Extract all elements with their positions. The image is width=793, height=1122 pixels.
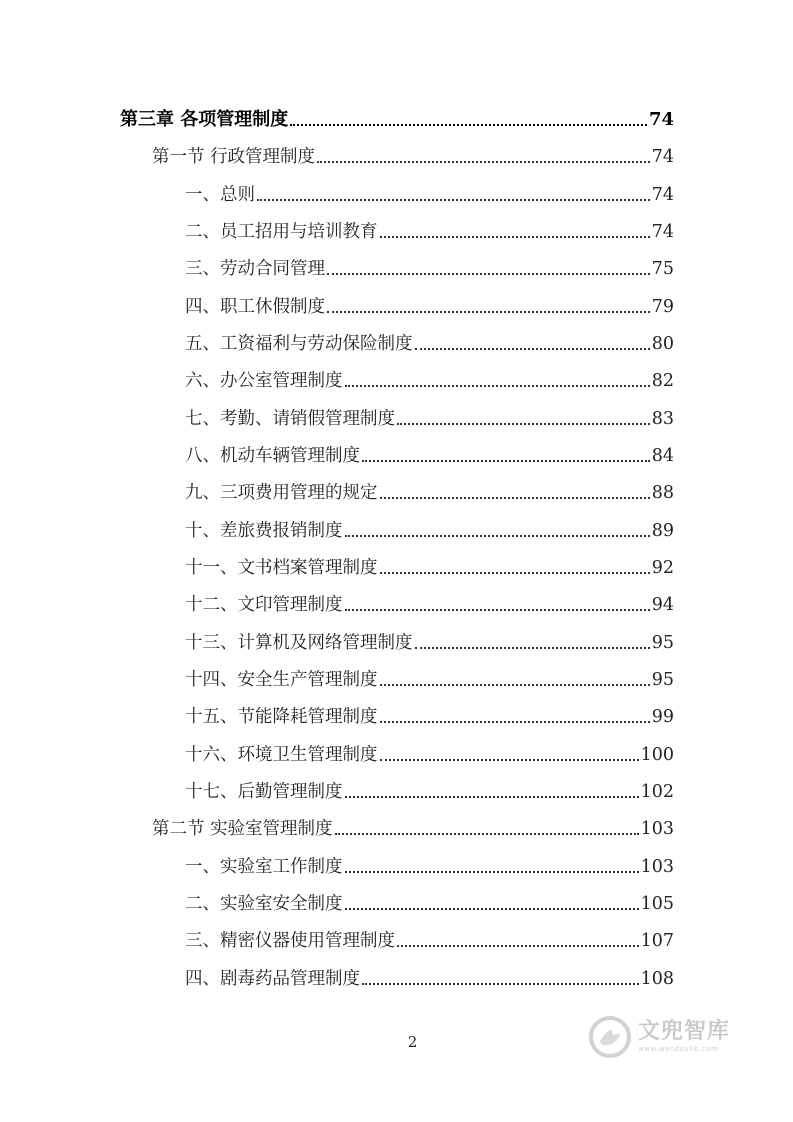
toc-item[interactable] [185, 293, 674, 321]
dot-leader [345, 796, 639, 798]
dot-leader [397, 423, 650, 425]
toc-page: 74 [651, 185, 674, 205]
toc-page: 80 [651, 334, 674, 354]
toc-page: 74 [648, 109, 674, 130]
toc-page: 99 [651, 707, 674, 727]
toc-item[interactable] [185, 442, 674, 470]
toc-label: 十三、计算机及网络管理制度 [185, 633, 413, 653]
toc-item[interactable] [185, 629, 674, 657]
toc-page: 83 [651, 409, 674, 429]
toc-label: 二、员工招用与培训教育 [185, 222, 378, 242]
toc-page: 92 [651, 558, 674, 578]
toc-item[interactable] [185, 927, 674, 955]
toc-label: 一、实验室工作制度 [185, 857, 343, 877]
toc-label: 八、机动车辆管理制度 [185, 446, 360, 466]
dot-leader [380, 497, 650, 499]
toc-page: 79 [651, 297, 674, 317]
dot-leader [380, 721, 650, 723]
dot-leader [257, 199, 650, 201]
toc-item[interactable] [185, 703, 674, 731]
toc-label: 五、工资福利与劳动保险制度 [185, 334, 413, 354]
dot-leader [362, 983, 639, 985]
toc-label: 三、精密仪器使用管理制度 [185, 931, 395, 951]
toc-label: 十一、文书档案管理制度 [185, 558, 378, 578]
toc-page: 74 [651, 147, 674, 167]
toc-label: 十五、节能降耗管理制度 [185, 707, 378, 727]
toc-item[interactable] [185, 255, 674, 283]
toc-label: 第一节 行政管理制度 [152, 147, 316, 167]
dot-leader [345, 385, 650, 387]
toc-page: 74 [651, 222, 674, 242]
dot-leader [415, 348, 650, 350]
toc-page: 95 [651, 670, 674, 690]
toc-item[interactable] [185, 181, 674, 209]
dot-leader [345, 871, 639, 873]
toc-item[interactable] [185, 778, 674, 806]
toc-chapter[interactable] [120, 106, 674, 134]
toc-item[interactable] [185, 218, 674, 246]
toc-item[interactable] [185, 666, 674, 694]
toc-page: 100 [640, 745, 674, 765]
toc-page: 95 [651, 633, 674, 653]
dot-leader [290, 124, 647, 126]
toc-item[interactable] [185, 853, 674, 881]
dot-leader [335, 833, 639, 835]
toc-item[interactable] [185, 591, 674, 619]
toc-item[interactable] [185, 479, 674, 507]
toc-page: 105 [640, 894, 674, 914]
dot-leader [415, 647, 650, 649]
toc-item[interactable] [185, 890, 674, 918]
toc-label: 十二、文印管理制度 [185, 595, 343, 615]
dot-leader [317, 161, 650, 163]
toc-page: 108 [640, 969, 674, 989]
toc-page: 89 [651, 521, 674, 541]
toc-item[interactable] [185, 965, 674, 993]
dot-leader [380, 572, 650, 574]
watermark-title: 文兜智库 [638, 1019, 731, 1044]
dot-leader [380, 684, 650, 686]
toc-section[interactable] [152, 143, 674, 171]
toc-page: 82 [651, 371, 674, 391]
watermark-icon [588, 1015, 632, 1059]
toc-page: 103 [640, 857, 674, 877]
toc-label: 第三章 各项管理制度 [120, 109, 289, 130]
toc-label: 四、职工休假制度 [185, 297, 325, 317]
toc-label: 十六、环境卫生管理制度 [185, 745, 378, 765]
toc-label: 九、三项费用管理的规定 [185, 483, 378, 503]
dot-leader [327, 273, 650, 275]
toc-label: 第二节 实验室管理制度 [152, 819, 333, 839]
dot-leader [345, 908, 639, 910]
toc-label: 六、办公室管理制度 [185, 371, 343, 391]
dot-leader [397, 945, 639, 947]
toc-item[interactable] [185, 405, 674, 433]
toc-label: 二、实验室安全制度 [185, 894, 343, 914]
toc-label: 十四、安全生产管理制度 [185, 670, 378, 690]
watermark-url: www.wendoulib.com [638, 1045, 719, 1053]
toc-page: 84 [651, 446, 674, 466]
toc-page: 107 [640, 931, 674, 951]
dot-leader [327, 311, 650, 313]
dot-leader [380, 236, 650, 238]
toc-item[interactable] [185, 367, 674, 395]
toc-page: 94 [651, 595, 674, 615]
toc-label: 三、劳动合同管理 [185, 259, 325, 279]
toc-item[interactable] [185, 554, 674, 582]
dot-leader [362, 460, 650, 462]
toc-label: 十七、后勤管理制度 [185, 782, 343, 802]
toc-page: 88 [651, 483, 674, 503]
toc-page: 102 [640, 782, 674, 802]
toc-label: 一、总则 [185, 185, 255, 205]
page-number: 2 [407, 1033, 418, 1051]
dot-leader [345, 609, 650, 611]
toc-item[interactable] [185, 741, 674, 769]
toc-section[interactable] [152, 815, 674, 843]
dot-leader [380, 759, 639, 761]
toc-item[interactable] [185, 517, 674, 545]
toc-label: 七、考勤、请销假管理制度 [185, 409, 395, 429]
dot-leader [345, 535, 650, 537]
toc-page: 103 [640, 819, 674, 839]
toc-item[interactable] [185, 330, 674, 358]
watermark-logo [588, 1015, 730, 1059]
toc-label: 十、差旅费报销制度 [185, 521, 343, 541]
toc-page: 75 [651, 259, 674, 279]
toc-label: 四、剧毒药品管理制度 [185, 969, 360, 989]
